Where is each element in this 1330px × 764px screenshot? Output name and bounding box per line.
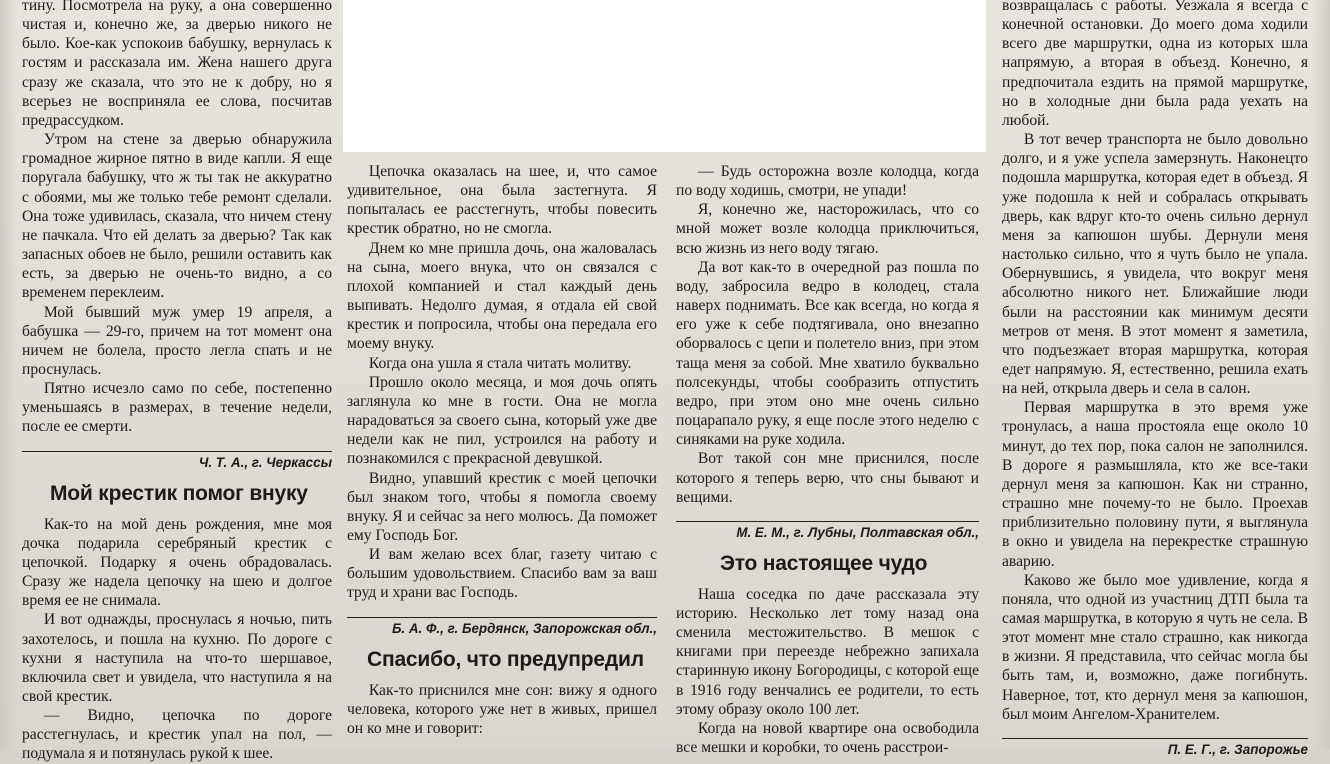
paragraph: — Будь осторожна возле колодца, когда по воду ходишь, смотри, не упади!: [676, 163, 979, 200]
author-signature: М. Е. М., г. Лубны, Полтавская обл.,: [676, 521, 979, 542]
paragraph: Как-то на мой день рождения, мне моя дочка подарила серебряный крестик с цепочкой. Подарку я очень обрадовалась. Сразу же надела цепочку на шею и долгое время ее не снимала.: [22, 515, 332, 610]
paragraph: Вот такой сон мне приснился, после которого я теперь верю, что сны бывают и вещими.: [676, 450, 979, 506]
paragraph: И вот однажды, проснулась я ночью, пить захотелось, и пошла на кухню. По дороге с кухни я наступила на что-то шершавое, включила свет и увидела, что наступила я на свой крестик.: [22, 611, 332, 705]
column-2: [347, 0, 657, 749]
author-signature: Б. А. Ф., г. Бердянск, Запорожская обл.,: [347, 617, 657, 638]
page-shadow-right: [1312, 0, 1330, 749]
paragraph: Каково же было мое удивление, когда я поняла, что одной из участниц ДТП была та самая маршрутка, в которую я чуть не села. В этот момент мне стало страшно, как никогда в жизни. Я представила, что сейчас могла бы быть там, и, возможно, даже погибнуть. Наверное, тот, кто дернул меня за капюшон, был моим Ангелом-Хранителем.: [1002, 571, 1308, 723]
paragraph: Пятно исчезло само по себе, постепенно уменьшаясь в размерах, в течение недели, после ее смерти.: [22, 380, 332, 436]
column-1: [22, 0, 332, 763]
author-signature: Ч. Т. А., г. Черкассы: [22, 451, 332, 472]
paragraph: тину. Посмотрела на руку, а она совершенно чистая и, конечно же, за дверью никого не было. Кое-как успокоив бабушку, вернулась к гостям и рассказала им. Жена нашего друга сразу же сказала, что это не к добру, но я всерьез не восприняла ее слова, посчитав предрассудком.: [22, 0, 332, 129]
paragraph: — Видно, цепочка по дороге расстегнулась, и крестик упал на пол, — подумала я и потянулась рукой к шее.: [22, 707, 332, 763]
article-headline: Мой крестик помог внуку: [50, 481, 308, 505]
paragraph: Утром на стене за дверью обнаружила громадное жирное пятно в виде капли. Я еще поругала бабушку, что ж ты так не аккуратно с обоями, мы же только тебе ремонт сделали. Она тоже удивилась, сказала, что ничем стену не пачкала. Что ей делать за дверью? Так как запасных обоев не было, решили оставить как есть, за дверью не очень-то видно, а со временем переклеим.: [22, 131, 332, 302]
paragraph: Когда на новой квартире она освободила все мешки и коробки, то очень расстрои-: [676, 719, 979, 757]
paragraph: Цепочка оказалась на шее, и, что самое удивительное, она была застегнута. Я попыталась ее расстегнуть, чтобы повесить крестик обратно, но не смогла.: [347, 163, 657, 238]
paragraph: Днем ко мне пришла дочь, она жаловалась на сына, моего внука, что он связался с плохой компанией и стал каждый день выпивать. Недолго думая, я отдала ей свой крестик и попросила, чтобы она передала его моему внуку.: [347, 239, 657, 353]
paragraph: Мой бывший муж умер 19 апреля, а бабушка — 29-го, причем на тот момент она ничем не болела, просто легла спать и не проснулась.: [22, 303, 332, 378]
paragraph: Да вот как-то в очередной раз пошла по воду, забросила ведро в колодец, стала наверх поднимать. Все как всегда, но когда я его уже к себе подтягивала, оно внезапно оборвалось с цепи и полетело вниз, при этом таща меня за собой. Мне хватило буквально полсекунды, чтобы сообразить отпустить ведро, при этом оно мне очень сильно поцарапало руку, я еще после этого неделю с синяками на руке ходила.: [676, 258, 979, 449]
paragraph: Первая маршрутка в это время уже тронулась, а наша простояла еще около 10 минут, до тех пор, пока салон не заполнился. В дороге я размышляла, кто же все-таки дернул меня за капюшон. Как ни странно, страшно мне почему-то не было. Проехав приблизительно половину пути, я выглянула в окно и увидела на перекрестке страшную аварию.: [1002, 399, 1308, 570]
author-signature: П. Е. Г., г. Запорожье: [1002, 738, 1308, 759]
article-headline: Спасибо, что предупредил: [367, 647, 644, 671]
paragraph: Когда она ушла я стала читать молитву.: [368, 354, 632, 372]
column-4: [1002, 0, 1308, 757]
paragraph: В тот вечер транспорта не было довольно долго, и я уже успела замерзнуть. Наконецто подошла маршрутка, которая едет в объезд. Я уже подошла к ней и собралась открывать дверь, как вдруг кто-то очень сильно дернул меня за капюшон шубы. Дернули меня настолько сильно, что я чуть было не упала. Обернувшись, я увидела, что вокруг меня абсолютно никого нет. Ближайшие люди были на расстоянии как минимум десяти метров от меня. В этот момент я заметила, что подъезжает вторая маршрутка, которая едет напрямую. Я, естественно, решила ехать на ней, открыла дверь и села в салон.: [1002, 131, 1308, 398]
column-3: [676, 0, 979, 757]
paragraph: Прошло около месяца, и моя дочь опять заглянула ко мне в гости. Она не могла нарадоваться за своего сына, который уже две недели как не пил, устроился на работу и познакомился с прекрасной девушкой.: [347, 373, 657, 468]
article-headline: Это настоящее чудо: [720, 551, 928, 575]
paragraph: возвращалась с работы. Уезжала я всегда с конечной остановки. До моего дома ходили всего две маршрутки, одна из которых шла напрямую, а вторая в объезд. Конечно, я предпочитала ездить на прямой маршрутке, но в холодные дни была рада уехать на любой.: [1002, 0, 1308, 129]
page-shadow-left: [0, 0, 18, 749]
paragraph: Как-то приснился мне сон: вижу я одного человека, которого уже нет в живых, пришел он ко мне и говорит:: [347, 681, 657, 737]
paragraph: Видно, упавший крестик с моей цепочки был знаком того, чтобы я помогла своему внуку. Я и сейчас за него молюсь. Да поможет ему Господь Бог.: [347, 469, 657, 544]
paragraph: Я, конечно же, насторожилась, что со мной может возле колодца приключиться, всю жизнь из него воду тягаю.: [676, 201, 979, 257]
paragraph: И вам желаю всех благ, газету читаю с большим удовольствием. Спасибо вам за ваш труд и храни вас Господь.: [347, 546, 657, 602]
paragraph: Наша соседка по даче рассказала эту историю. Несколько лет тому назад она сменила местожительство. В мешок с книгами при переезде небрежно запихала старинную икону Богородицы, с которой еще в 1916 году венчались ее родители, то есть этому образу около 100 лет.: [676, 585, 979, 718]
